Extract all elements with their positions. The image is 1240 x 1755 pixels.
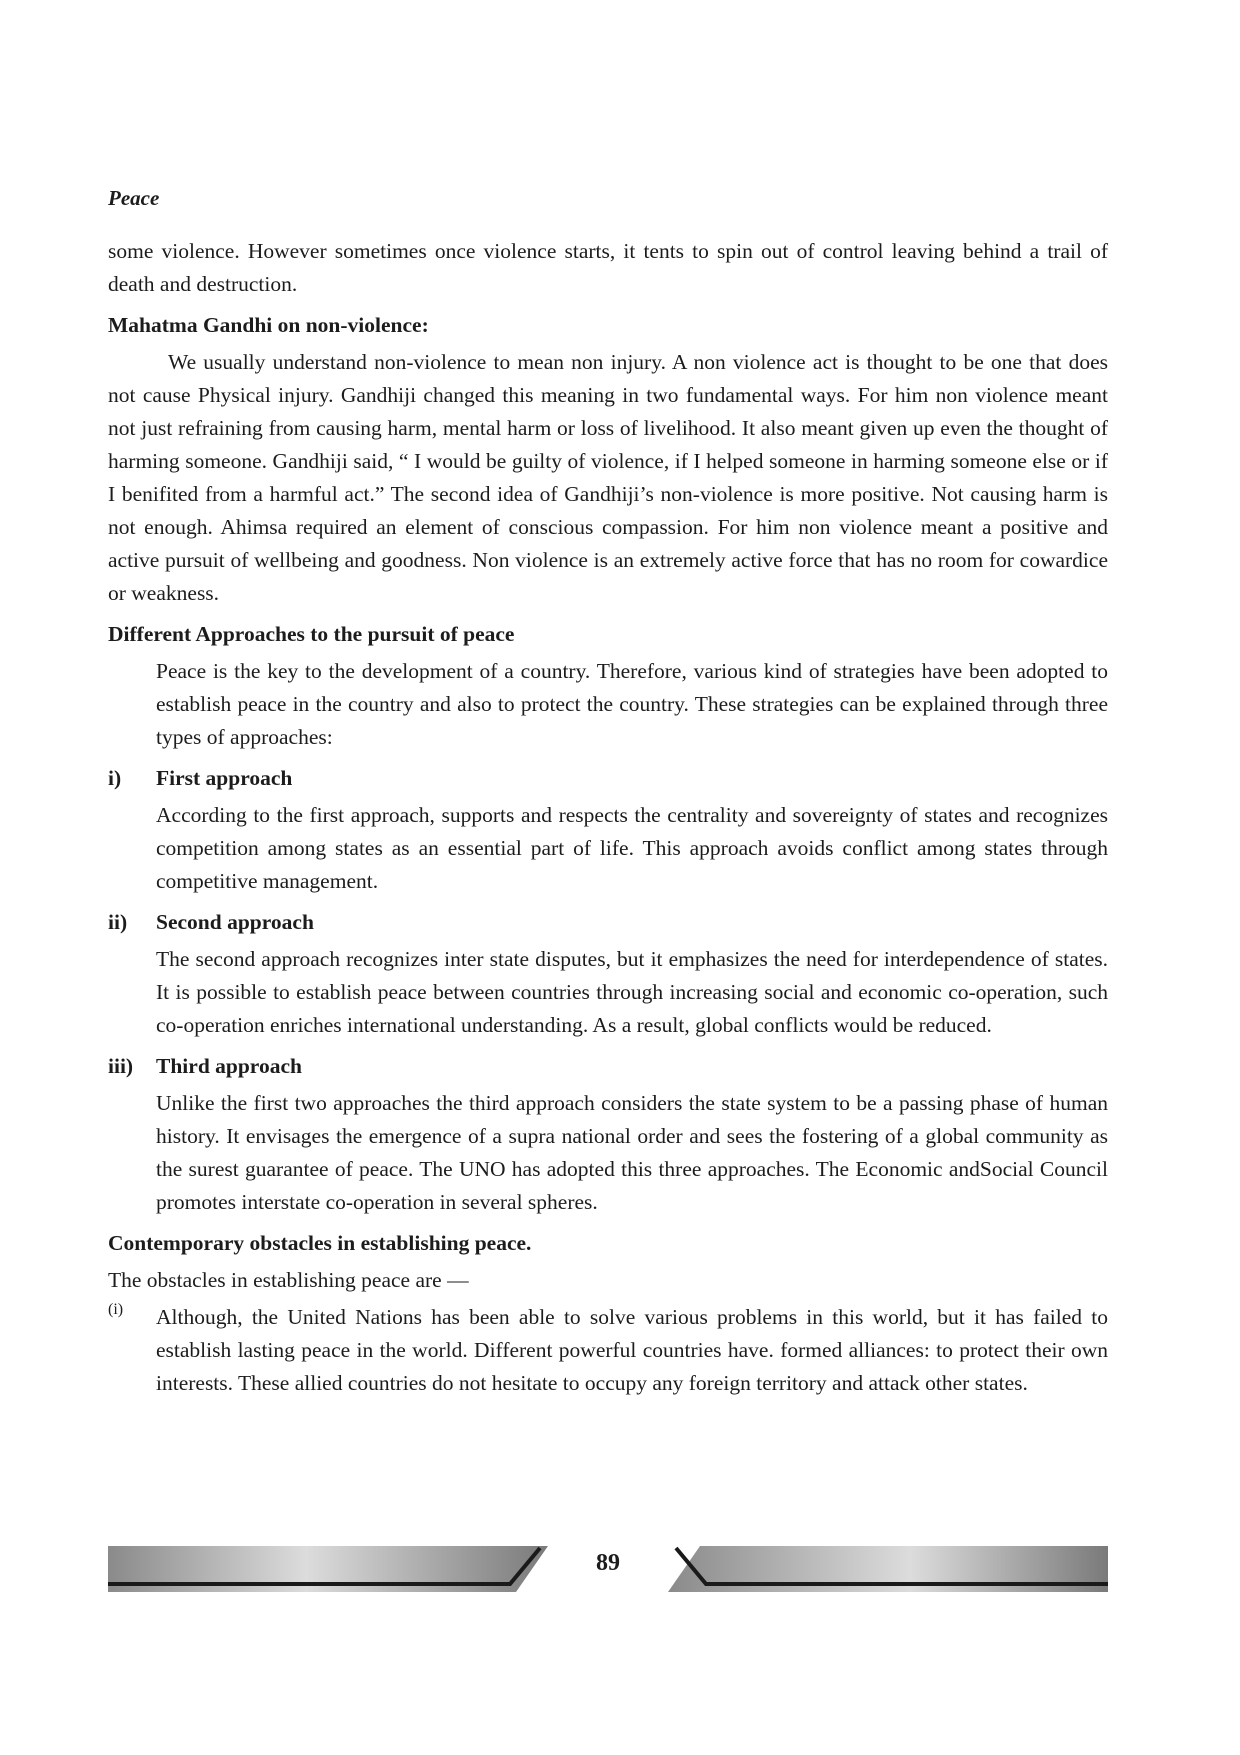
section-heading-approaches: Different Approaches to the pursuit of peace	[108, 622, 515, 646]
obstacle-text: Although, the United Nations has been able to solve various problems in this world, but it has failed to establish lasting peace in the world. Different powerful countries have. formed alliances: to protect their own interests. These allied countries do not hesitate to occupy any foreign territory and attack other states.	[156, 1305, 1108, 1395]
approach-heading-third	[108, 1050, 1108, 1083]
obstacles-intro: The obstacles in establishing peace are —	[108, 1268, 469, 1292]
approach-heading-first	[108, 762, 1108, 795]
approaches-intro: Peace is the key to the development of a country. Therefore, various kind of strategies have been adopted to establish peace in the country and also to protect the country. These strategies can be explained through three types of approaches:	[156, 659, 1108, 749]
approach-body-third: Unlike the first two approaches the third approach considers the state system to be a passing phase of human history. It envisages the emergence of a supra national order and sees the fostering of a global community as the surest guarantee of peace. The UNO has adopted this three approaches. The Economic andSocial Council promotes interstate co-operation in several spheres.	[156, 1091, 1108, 1214]
approach-title: Third approach	[156, 1054, 302, 1078]
list-marker: ii)	[108, 910, 128, 934]
approach-body-first: According to the first approach, supports and respects the centrality and sovereignty of states and recognizes competition among states as an essential part of life. This approach avoids conflict among states through competitive management.	[156, 803, 1108, 893]
page-footer	[108, 1540, 1108, 1596]
approach-title: First approach	[156, 766, 293, 790]
list-marker: iii)	[108, 1054, 134, 1078]
running-title: Peace	[108, 186, 160, 210]
section-heading-obstacles: Contemporary obstacles in establishing peace.	[108, 1231, 532, 1255]
section-heading-gandhi: Mahatma Gandhi on non-violence:	[108, 313, 429, 337]
page-number: 89	[596, 1550, 620, 1576]
approach-body-second: The second approach recognizes inter state disputes, but it emphasizes the need for interdependence of states. It is possible to establish peace between countries through increasing social and economic co-operation, such co-operation enriches international understanding. As a result, global conflicts would be reduced.	[156, 947, 1108, 1037]
obstacle-item	[108, 1301, 1108, 1400]
intro-paragraph: some violence. However sometimes once violence starts, it tents to spin out of control leaving behind a trail of death and destruction.	[108, 239, 1108, 296]
list-marker: (i)	[108, 1301, 124, 1318]
approach-title: Second approach	[156, 910, 314, 934]
gandhi-paragraph: We usually understand non-violence to mean non injury. A non violence act is thought to be one that does not cause Physical injury. Gandhiji changed this meaning in two fundamental ways. For him non violence meant not just refraining from causing harm, mental harm or loss of livelihood. It also meant given up even the thought of harming someone. Gandhiji said, “ I would be guilty of violence, if I helped someone in harming someone else or if I benifited from a harmful act.” The second idea of Gandhiji’s non-violence is more positive. Not causing harm is not enough. Ahimsa required an element of conscious compassion. For him non violence meant a positive and active pursuit of wellbeing and goodness. Non violence is an extremely active force that has no room for cowardice or weakness.	[108, 350, 1108, 605]
page-content	[108, 186, 1108, 1400]
approach-heading-second	[108, 906, 1108, 939]
list-marker: i)	[108, 766, 122, 790]
